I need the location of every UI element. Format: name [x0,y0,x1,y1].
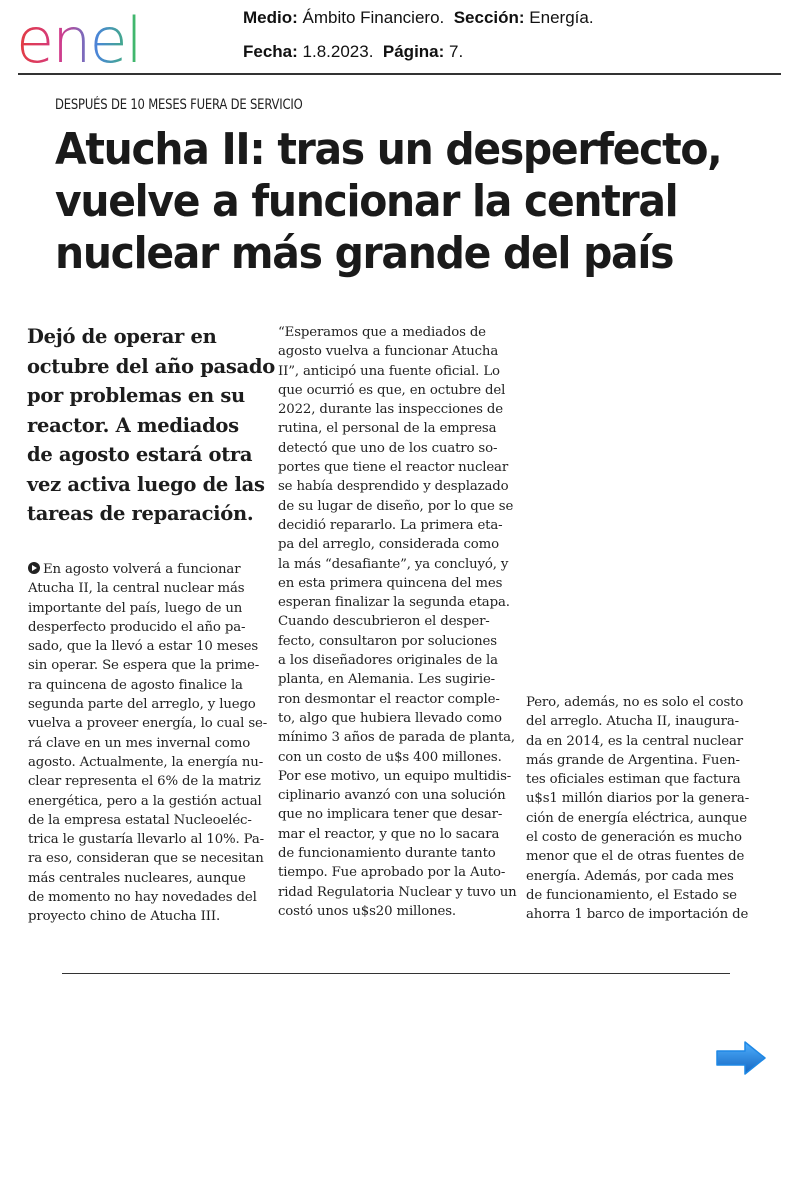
header-divider [18,73,781,75]
column-line: costó unos u$s20 millones. [278,903,456,919]
lead-line: Dejó de operar en [27,325,217,348]
logo-text: enel [16,4,141,68]
column-line: ciplinario avanzó con una solución [278,788,506,804]
seccion-label: Sección: [453,8,525,27]
column-line: de su lugar de diseño, por lo que se [278,498,514,514]
pagina-value: 7. [449,42,464,61]
column-line: tiempo. Fue aprobado por la Auto- [278,865,506,881]
column-line: ción de energía eléctrica, aunque [526,810,747,826]
arrow-right-icon[interactable] [715,1040,767,1076]
column-line: portes que tiene el reactor nuclear [278,460,509,476]
lead-line: por problemas en su [27,384,245,407]
column-line: energética, pero a la gestión actual [28,793,262,809]
column-line: se había desprendido y desplazado [278,479,509,495]
column-line: más grande de Argentina. Fuen- [526,752,740,768]
headline-line: Atucha II: tras un desperfecto, [55,124,722,175]
column-line: la más “desafiante”, ya concluyó, y [278,556,509,572]
column-line: sado, que la llevó a estar 10 meses [28,639,259,655]
column-line: Por ese motivo, un equipo multidis- [278,768,512,784]
article-column-1 [28,560,268,927]
column-line: ridad Regulatoria Nuclear y tuvo un [278,884,517,900]
lead-line: de agosto estará otra [27,443,253,466]
column-line: más centrales nucleares, aunque [28,870,246,886]
headline-line: nuclear más grande del país [55,228,674,279]
column-line: decidió repararlo. La primera eta- [278,517,503,533]
column-line: planta, en Alemania. Les sugirie- [278,672,496,688]
fecha-label: Fecha: [243,42,298,61]
column-line: u$s1 millón diarios por la genera- [526,791,750,807]
article-headline [55,124,725,280]
column-line: el costo de generación es mucho [526,830,742,846]
article-lead [27,322,275,529]
column-line: detectó que uno de los cuatro so- [278,440,498,456]
column-line: ra eso, consideran que se necesitan [28,851,264,867]
column-line: proyecto chino de Atucha III. [28,909,221,925]
column-line: que ocurrió es que, en octubre del [278,382,506,398]
meta-line-1 [243,8,594,28]
column-line: ra quincena de agosto finalice la [28,677,243,693]
column-line: que no implicara tener que desar- [278,807,503,823]
column-line: esperan finalizar la segunda etapa. [278,595,510,611]
column-line: de la empresa estatal Nucleoeléc- [28,812,252,828]
column-line: fecto, consultaron por soluciones [278,633,497,649]
medio-label: Medio: [243,8,298,27]
column-line: a los diseñadores originales de la [278,653,498,669]
enel-logo [16,4,186,68]
column-line: Pero, además, no es solo el costo [526,695,744,710]
article-column-3 [526,693,754,925]
column-line-text: En agosto volverá a funcionar [43,562,241,577]
column-line: pa del arreglo, considerada como [278,537,499,553]
column-line: segunda parte del arreglo, y luego [28,697,256,713]
column-line: ahorra 1 barco de importación de [526,907,749,923]
column-line: clear representa el 6% de la matriz [28,774,261,790]
meta-line-2 [243,42,463,62]
lead-line: vez activa luego de las [27,472,265,496]
column-line: tes oficiales estiman que factura [526,772,741,788]
column-line: mínimo 3 años de parada de planta, [278,730,516,746]
column-line: en esta primera quincena del mes [278,575,503,591]
column-line: mar el reactor, y que no lo sacara [278,826,500,842]
column-line: trica le gustaría llevarlo al 10%. Pa- [28,832,264,848]
column-line: de funcionamiento durante tanto [278,846,496,862]
column-line: de momento no hay novedades del [28,890,257,906]
column-line: menor que el de otras fuentes de [526,849,745,865]
column-line: vuelva a proveer energía, lo cual se- [28,716,268,732]
column-line: to, algo que hubiera llevado como [278,710,502,726]
column-line: agosto vuelva a funcionar Atucha [278,344,499,360]
column-line: Cuando descubrieron el desper- [278,614,490,630]
lead-line: tareas de reparación. [27,502,254,525]
column-line: ron desmontar el reactor comple- [278,691,500,707]
column-line: energía. Además, por cada mes [526,868,734,884]
lead-line: reactor. A mediados [27,413,239,437]
column-line: desperfecto producido el año pa- [28,619,246,635]
column-line [28,560,256,579]
seccion-value: Energía. [529,8,594,27]
column-line: de funcionamiento, el Estado se [526,887,737,903]
column-line: del arreglo. Atucha II, inaugura- [526,714,739,730]
article-column-2 [278,323,517,921]
column-line: importante del país, luego de un [28,600,243,616]
column-line: 2022, durante las inspecciones de [278,402,503,418]
article-kicker: DESPUÉS DE 10 MESES FUERA DE SERVICIO [55,97,303,113]
column-line: rutina, el personal de la empresa [278,421,497,437]
column-line: rá clave en un mes invernal como [28,735,251,751]
lead-line: octubre del año pasado [27,354,275,378]
article-bottom-divider [62,973,730,974]
headline-line: vuelve a funcionar la central [55,176,678,227]
column-line: con un costo de u$s 400 millones. [278,749,502,765]
column-line: II”, anticipó una fuente oficial. Lo [278,363,500,379]
pagina-label: Página: [382,42,445,61]
column-line: agosto. Actualmente, la energía nu- [28,754,264,770]
column-line: da en 2014, es la central nuclear [526,733,743,749]
fecha-value: 1.8.2023. [302,42,374,61]
column-line: “Esperamos que a mediados de [278,325,486,340]
column-line: sin operar. Se espera que la prime- [28,658,260,674]
column-line: Atucha II, la central nuclear más [28,581,245,597]
medio-value: Ámbito Financiero. [302,8,445,27]
play-bullet-icon [28,562,40,574]
